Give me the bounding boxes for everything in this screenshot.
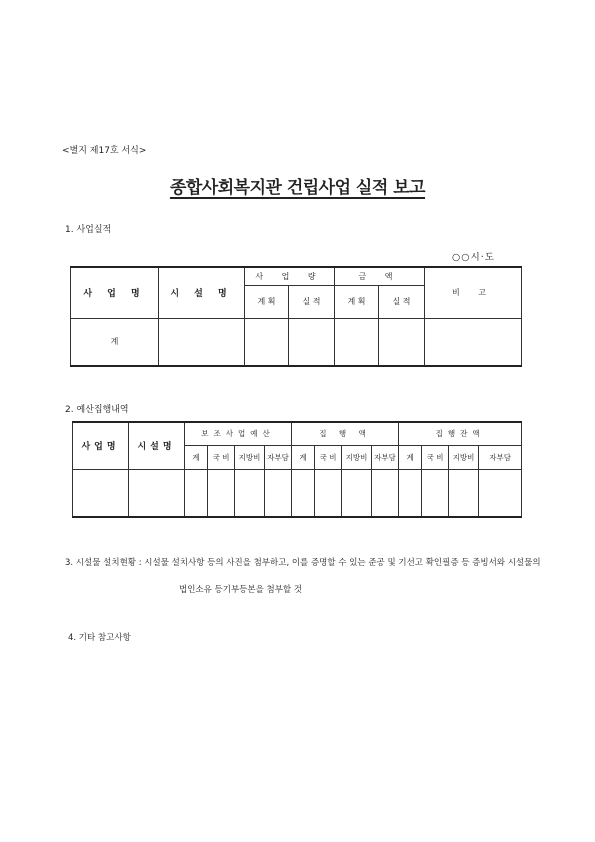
header-amount-plan: 계 획 [335,285,379,318]
table-cell [245,318,289,366]
header-facility-name-2: 시설명 [129,422,185,469]
table-cell [265,469,292,517]
header-subsidy-budget: 보조사업예산 [185,422,292,445]
table-cell [159,318,245,366]
table-cell [315,469,342,517]
table-cell [335,318,379,366]
table-cell [399,469,422,517]
table-cell [292,469,315,517]
section4-heading: 4. 기타 참고사항 [68,633,131,643]
header-national: 국 비 [315,445,342,469]
section3-continuation: 법인소유 등기부등본을 첨부할 것 [179,585,303,595]
table-cell [449,469,479,517]
form-number: <별지 제17호 서식> [62,146,147,156]
header-national: 국 비 [422,445,449,469]
header-self: 자부담 [479,445,522,469]
header-total: 계 [185,445,208,469]
table-cell [422,469,449,517]
header-local: 지방비 [449,445,479,469]
header-executed: 집 행 액 [292,422,399,445]
table-cell [289,318,335,366]
header-balance: 집행잔액 [399,422,522,445]
table-cell [235,469,265,517]
table-cell [185,469,208,517]
table-cell [129,469,185,517]
header-national: 국 비 [208,445,235,469]
header-project-name-2: 사업명 [73,422,129,469]
header-total: 계 [399,445,422,469]
header-facility-name: 시 설 명 [159,267,245,318]
document-title [0,173,595,198]
header-self: 자부담 [265,445,292,469]
header-local: 지방비 [342,445,372,469]
header-quantity-actual: 실 적 [289,285,335,318]
header-total: 계 [292,445,315,469]
table-cell [425,318,522,366]
header-project-name: 사 업 명 [71,267,159,318]
header-remarks: 비 고 [425,267,522,318]
table-cell [208,469,235,517]
table-cell [379,318,425,366]
header-local: 지방비 [235,445,265,469]
header-amount: 금 액 [335,267,425,285]
performance-table [70,266,522,367]
table-cell [342,469,372,517]
document-title-text: 종합사회복지관 건립사업 실적 보고 [169,178,426,198]
table-cell [73,469,129,517]
region-label: ○○시·도 [452,252,495,263]
budget-table [72,421,522,518]
table-cell [479,469,522,517]
total-row-label: 계 [71,318,159,366]
section2-heading: 2. 예산집행내역 [65,405,129,415]
header-quantity-plan: 계 획 [245,285,289,318]
header-quantity: 사 업 량 [245,267,335,285]
header-self: 자부담 [372,445,399,469]
header-amount-actual: 실 적 [379,285,425,318]
section3-heading: 3. 시설물 설치현황 : 시설물 설치사항 등의 사진을 첨부하고, 이를 증명할 수 있는 준공 및 기선고 확인필증 등 증빙서와 시설물의 [65,558,541,568]
section1-heading: 1. 사업실적 [65,225,112,235]
table-cell [372,469,399,517]
